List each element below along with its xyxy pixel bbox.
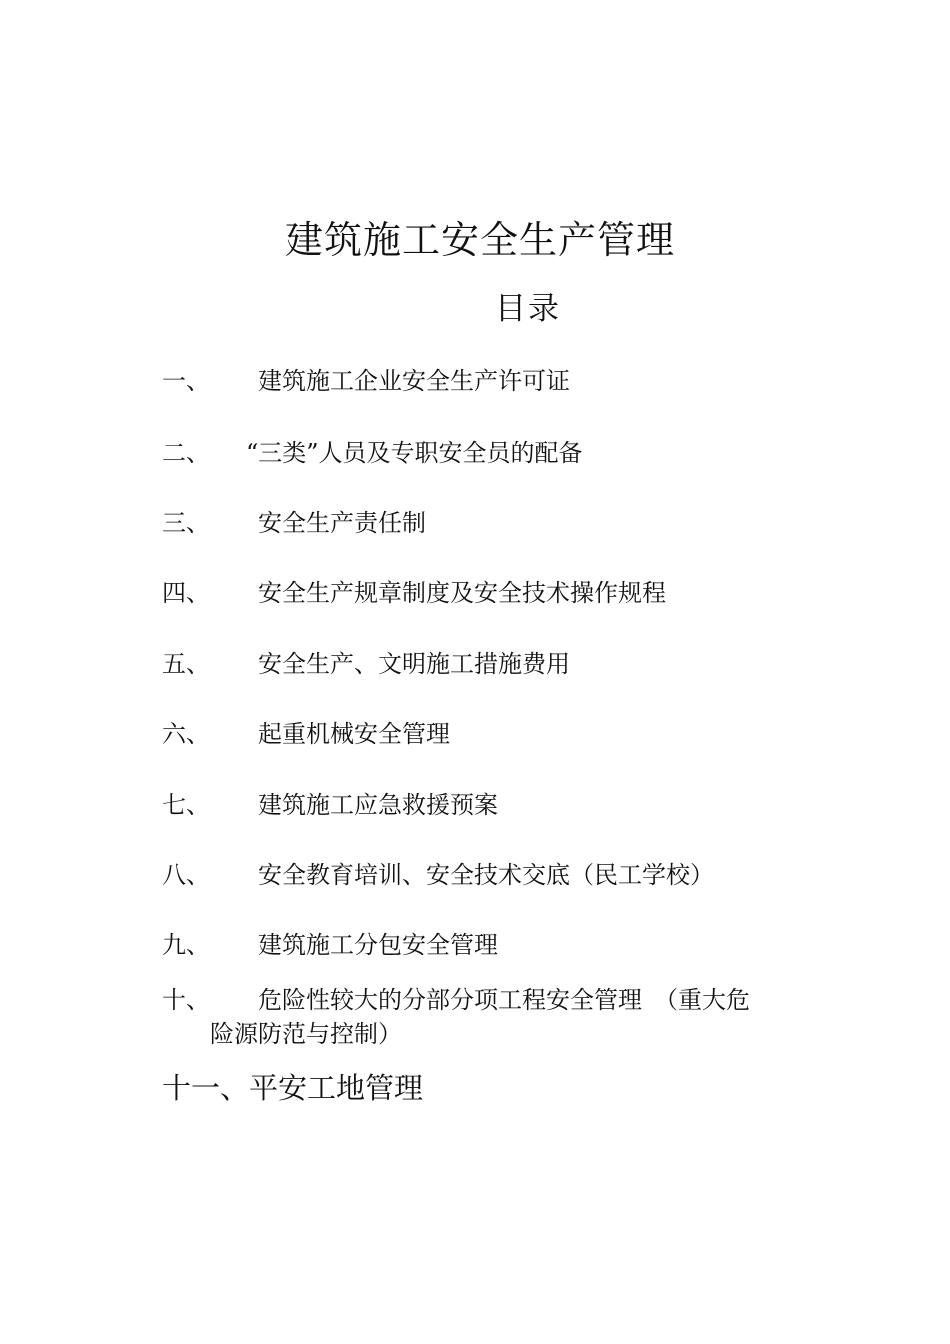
toc-item-number: 一、 [162,367,210,395]
toc-item-text: 安全教育培训、安全技术交底（民工学校） [258,861,714,889]
toc-item-text: 起重机械安全管理 [258,720,450,748]
toc-item-text-line1: 危险性较大的分部分项工程安全管理 （重大危 [258,986,750,1014]
toc-item-number: 九、 [162,931,210,959]
toc-item-number: 十、 [162,986,210,1014]
toc-item-text: “三类”人员及专职安全员的配备 [246,439,583,467]
toc-item-number: 二、 [162,439,210,467]
toc-item-text: 建筑施工应急救援预案 [258,791,498,819]
toc-item-number: 六、 [162,720,210,748]
toc-item-number: 四、 [162,579,210,607]
toc-item-number: 八、 [162,861,210,889]
toc-item-text: 安全生产、文明施工措施费用 [258,650,570,678]
document-title: 建筑施工安全生产管理 [284,218,675,262]
toc-item-text: 安全生产规章制度及安全技术操作规程 [258,579,666,607]
toc-item-text: 安全生产责任制 [258,509,426,537]
toc-item-number: 五、 [162,650,210,678]
toc-item-text: 建筑施工分包安全管理 [258,931,498,959]
toc-item-text: 建筑施工企业安全生产许可证 [258,367,570,395]
toc-item-text-line2: 险源防范与控制） [210,1020,402,1048]
toc-heading: 目录 [495,291,561,327]
toc-item[interactable]: 十一、平安工地管理 [162,1071,424,1105]
toc-item-number: 三、 [162,509,210,537]
toc-item-number: 七、 [162,791,210,819]
